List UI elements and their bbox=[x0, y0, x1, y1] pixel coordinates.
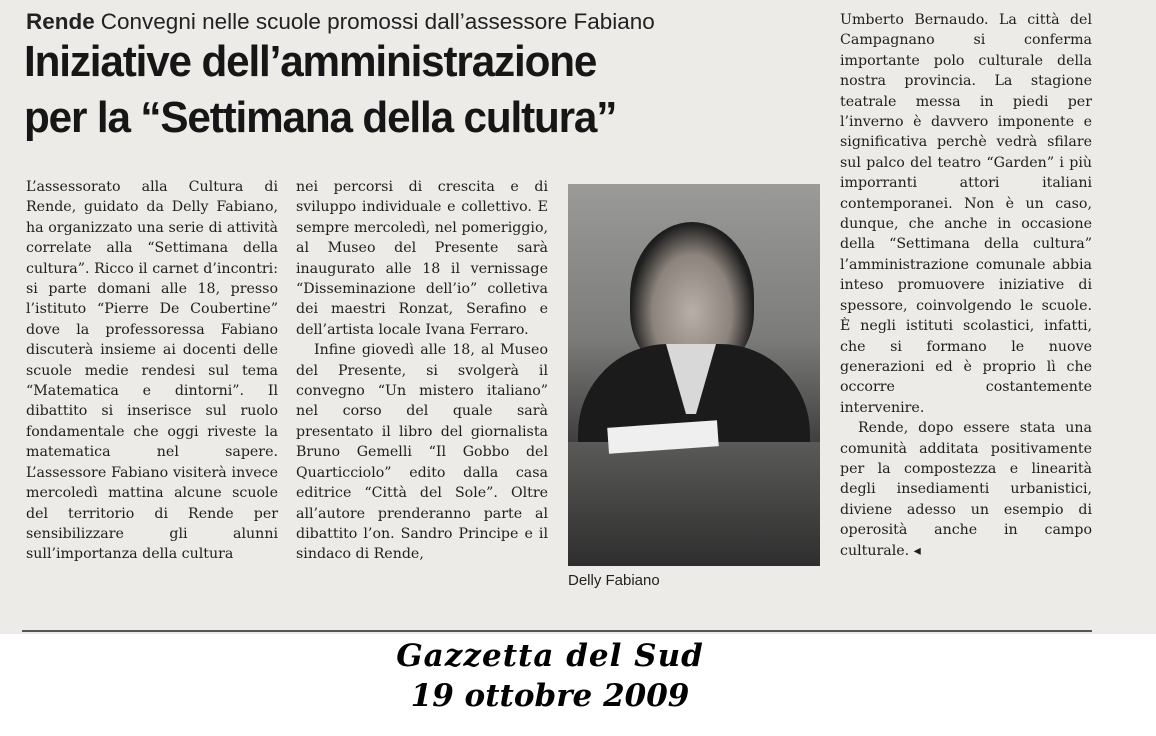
column-3-paragraph-2: Rende, dopo essere stata una comunità additata positivamente per la compostezza e linearità degli insediamenti urbanistici, diviene adesso un esempio di operosità anche in campo culturale. ◂ bbox=[840, 420, 1092, 559]
article-column-1 bbox=[26, 177, 278, 565]
article-column-2 bbox=[296, 177, 548, 565]
source-newspaper: Gazzetta del Sud bbox=[396, 638, 704, 674]
column-2-paragraph-2: Infine giovedì alle 18, al Museo del Presente, si svolgerà il convegno “Un mistero italiano” nel corso del quale sarà presentato il libro del giornalista Bruno Gemelli “Il Gobbo del Quarticciolo” edito dalla casa editrice “Città del Sole”. Oltre all’autore prenderanno parte al dibattito l’on. Sandro Principe e il sindaco di Rende, bbox=[296, 342, 548, 563]
column-2-paragraph-1: nei percorsi di crescita e di sviluppo individuale e collettivo. E sempre mercoledì, nel pomeriggio, al Museo del Presente sarà inaugurato alle 18 il vernissage “Disseminazione dell’io” colletiva dei maestri Ronzat, Serafino e dell’artista locale Ivana Ferraro. bbox=[296, 179, 548, 338]
article-column-3 bbox=[840, 10, 1092, 561]
photo-caption: Delly Fabiano bbox=[568, 572, 660, 589]
kicker-text: Convegni nelle scuole promossi dall’assessore Fabiano bbox=[100, 9, 655, 34]
headline-line-2: per la “Settimana della cultura” bbox=[24, 93, 617, 142]
article-kicker bbox=[26, 8, 826, 36]
column-3-paragraph-1: Umberto Bernaudo. La città del Campagnano si conferma importante polo culturale della nostra provincia. La stagione teatrale messa in piedi per l’inverno è davvero imponente e significativa perchè vedrà sfilare sul palco del teatro “Garden” i più imporranti attori italiani contemporanei. Non è un caso, dunque, che anche in occasione della “Settimana della cultura” l’amministrazione comunale abbia inteso promuovere iniziative di spessore, coinvolgendo le scuole. È negli istituti scolastici, infatti, che si formano le nuove generazioni ed è proprio lì che occorre costantemente intervenire. bbox=[840, 12, 1092, 416]
source-date: 19 ottobre 2009 bbox=[410, 678, 690, 714]
article-headline bbox=[24, 34, 792, 146]
portrait-photo bbox=[568, 184, 820, 566]
kicker-place: Rende bbox=[26, 9, 95, 34]
source-label bbox=[0, 636, 1100, 716]
bottom-rule bbox=[22, 630, 1092, 632]
headline-line-1: Iniziative dell’amministrazione bbox=[24, 37, 597, 86]
column-1-paragraph-1: L’assessorato alla Cultura di Rende, guidato da Delly Fabiano, ha organizzato una serie di attività correlate alla “Settimana della cultura”. Ricco il carnet d’incontri: si parte domani alle 18, presso l’istituto “Pierre De Coubertine” dove la professoressa Fabiano discuterà insieme ai docenti delle scuole medie rendesi sul tema “Matematica e dintorni”. Il dibattito si inserisce sul ruolo fondamentale che oggi riveste la matematica nel sapere. L’assessore Fabiano visiterà invece mercoledì mattina alcune scuole del territorio di Rende per sensibilizzare gli alunni sull’importanza della cultura bbox=[26, 179, 278, 563]
photo-table bbox=[568, 442, 820, 566]
